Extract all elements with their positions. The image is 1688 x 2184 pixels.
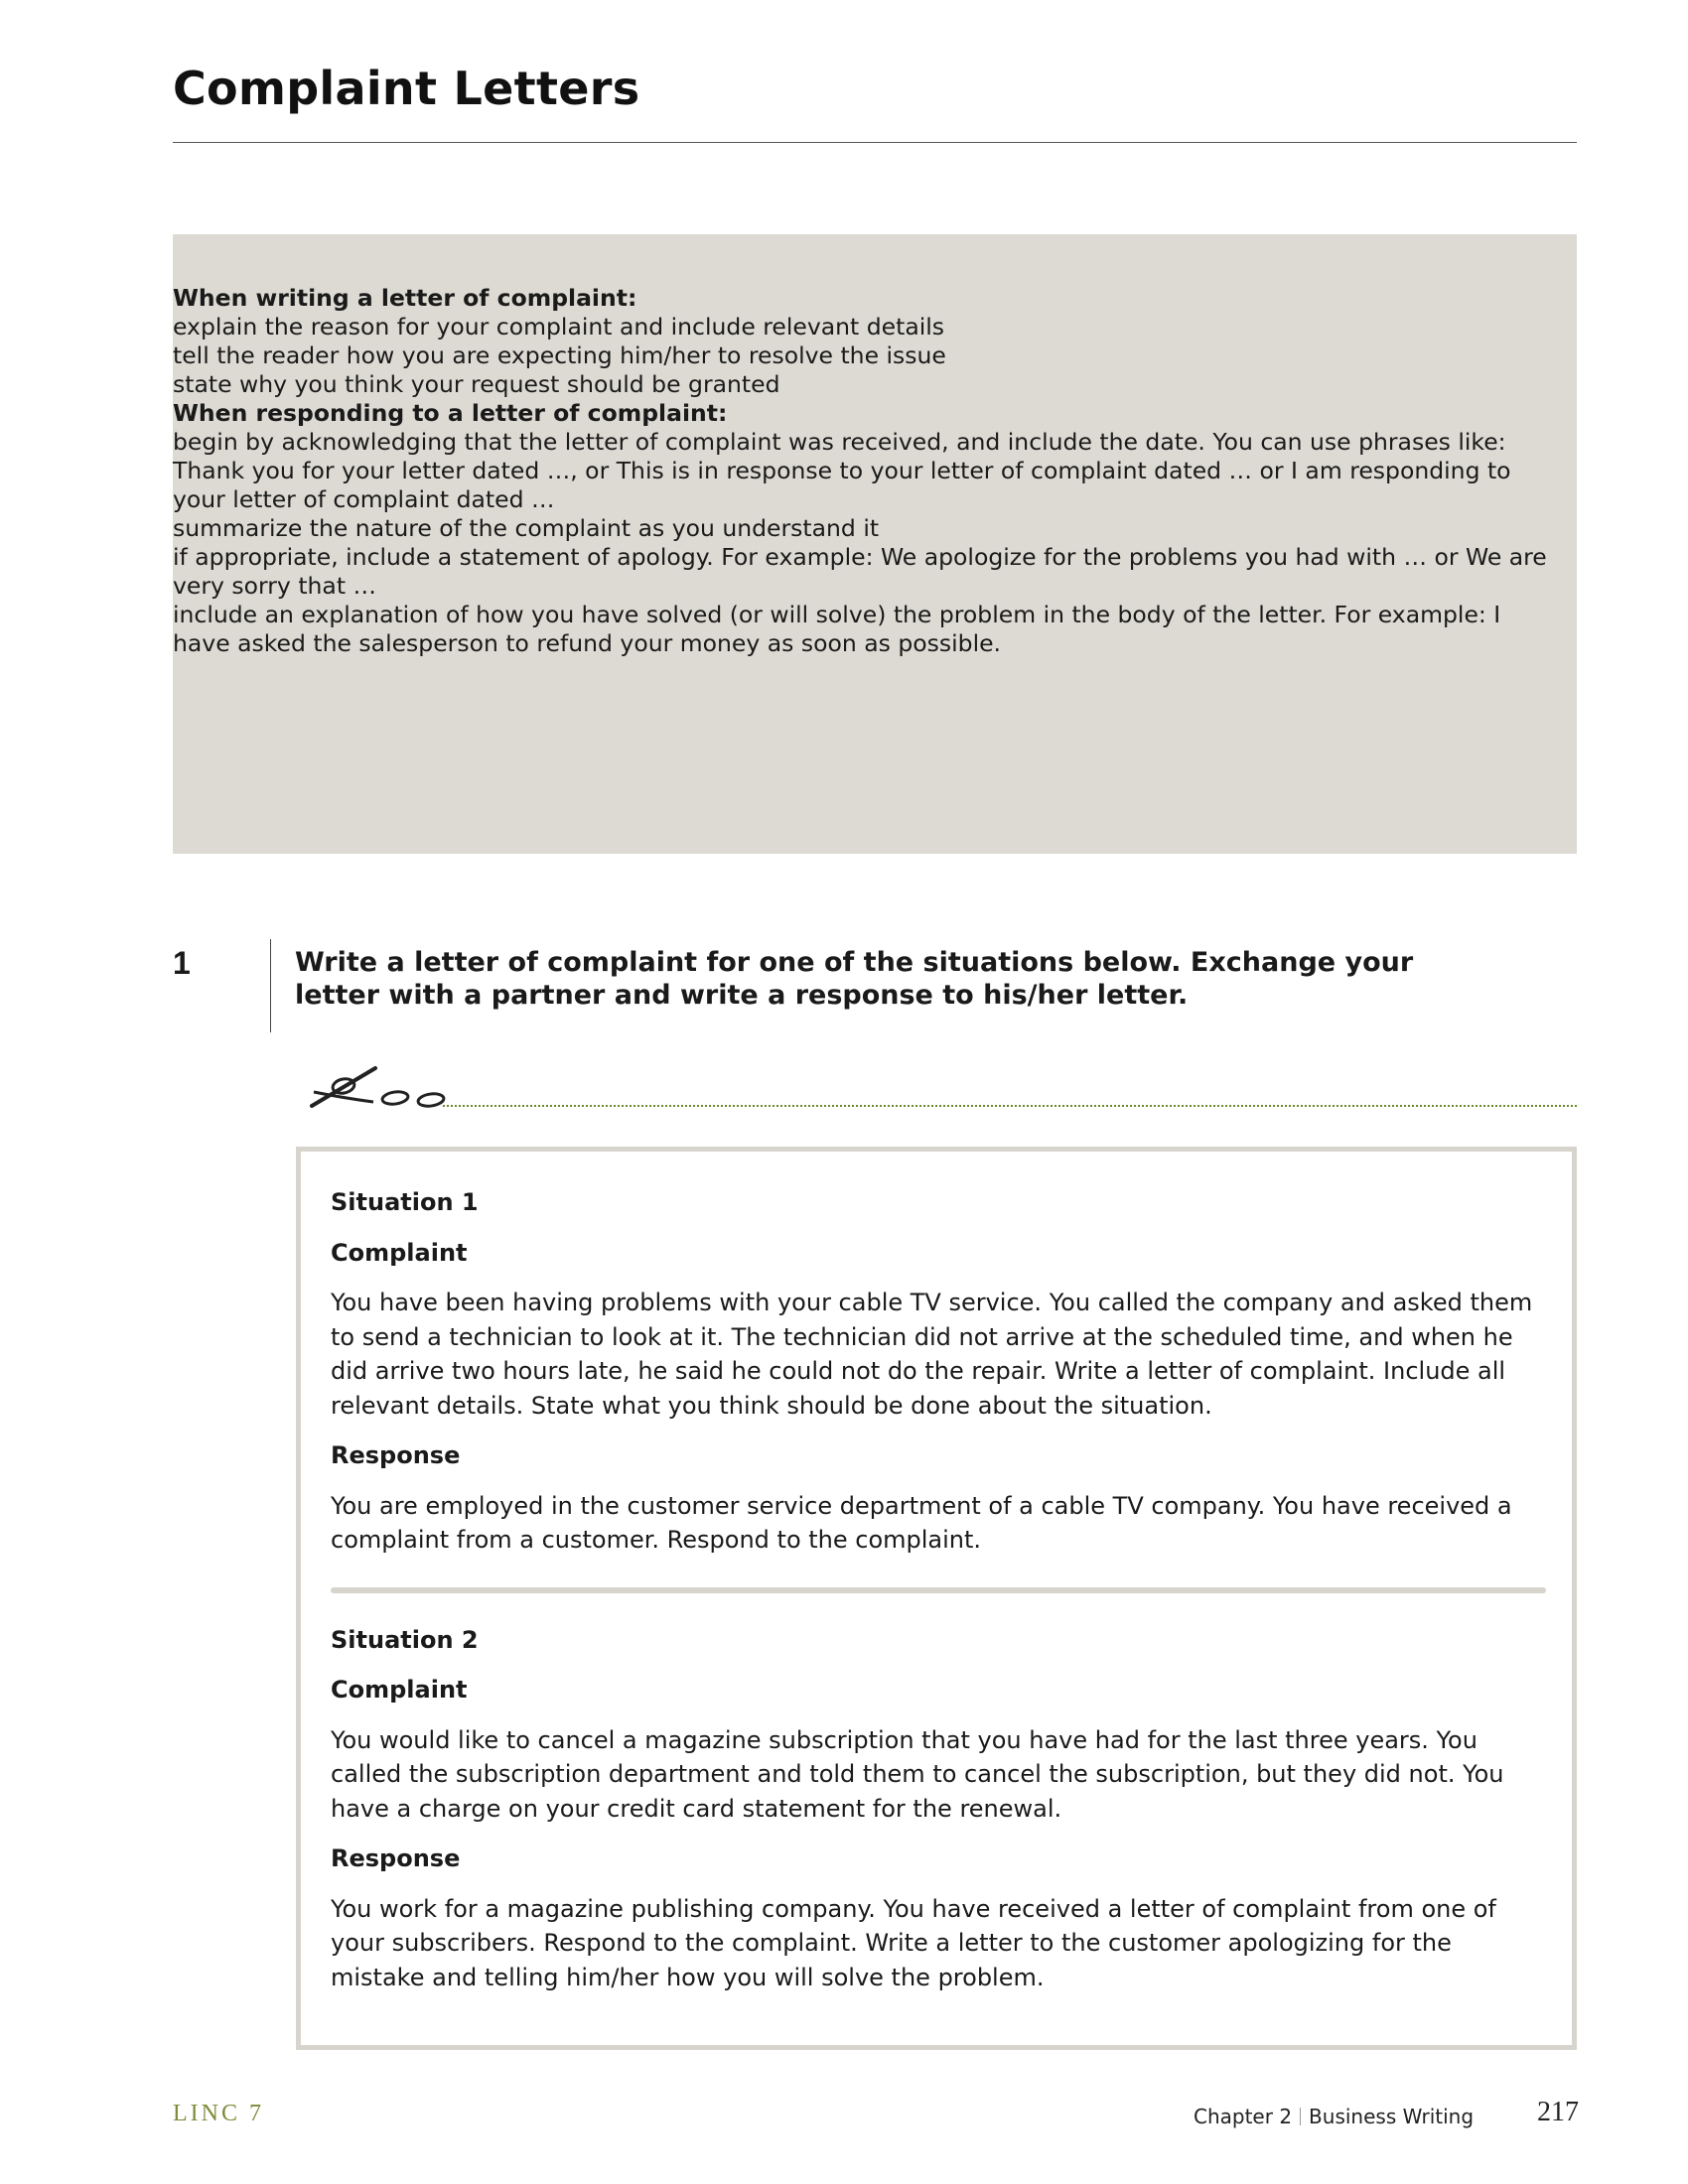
footer-chapter (1194, 2105, 1474, 2128)
writing-tip: explain the reason for your complaint and include relevant details (173, 313, 945, 341)
complaint-label: Complaint (331, 1238, 468, 1267)
response-text: You work for a magazine publishing company. You have received a letter of complaint from one of your subscribers. Respond to the complaint. Write a letter to the customer apologizing for the mistake and telling him/her how you will solve the problem. (331, 1894, 1496, 1991)
situation-2 (331, 1623, 1542, 1995)
situation-1 (331, 1185, 1542, 1558)
complaint-text: You have been having problems with your cable TV service. You called the company and asked them to send a technician to look at it. The technician did not arrive at the scheduled time, and when he did arrive two hours late, he said he could not do the repair. Write a letter of complaint. Include all relevant details. State what you think should be done about the situation. (331, 1289, 1533, 1420)
footer-course: LINC 7 (173, 2101, 264, 2126)
responding-tip: include an explanation of how you have solved (or will solve) the problem in the body of the letter. For example: I have asked the salesperson to refund your money as soon as possible. (173, 601, 1501, 657)
footer-separator (1300, 2108, 1301, 2125)
situations-box (296, 1147, 1577, 2050)
cut-line (443, 1105, 1577, 1107)
response-label: Response (331, 1441, 461, 1469)
title-divider (173, 142, 1577, 143)
complaint-text: You would like to cancel a magazine subscription that you have had for the last three years. You called the subscription department and told them to cancel the subscription, but they did not. You have a charge on your credit card statement for the renewal. (331, 1725, 1504, 1823)
responding-tip: if appropriate, include a statement of apology. For example: We apologize for the problems you had with … or We are very sorry that … (173, 543, 1547, 600)
situation-divider (331, 1587, 1546, 1593)
responding-tip: summarize the nature of the complaint as you understand it (173, 514, 880, 542)
chapter-label: Chapter 2 (1194, 2105, 1293, 2128)
responding-tip: begin by acknowledging that the letter of complaint was received, and include the date. You can use phrases like: Thank you for your letter dated …, or This is in response to your letter of complaint dated … or I am responding to your letter of complaint dated … (173, 428, 1511, 513)
responding-tips-heading: When responding to a letter of complaint: (173, 399, 728, 427)
section-label: Business Writing (1309, 2105, 1475, 2128)
scissors-icon (304, 1062, 451, 1110)
writing-tip: tell the reader how you are expecting him/her to resolve the issue (173, 341, 946, 369)
response-text: You are employed in the customer service department of a cable TV company. You have received a complaint from a customer. Respond to the complaint. (331, 1491, 1512, 1554)
complaint-label: Complaint (331, 1676, 468, 1704)
situation-title: Situation 1 (331, 1188, 479, 1216)
situation-title: Situation 2 (331, 1625, 479, 1654)
page-number: 217 (1537, 2097, 1579, 2127)
response-label: Response (331, 1844, 461, 1872)
page-title: Complaint Letters (173, 62, 640, 115)
exercise-number: 1 (173, 945, 191, 981)
exercise-instruction: Write a letter of complaint for one of the situations below. Exchange your letter with a partner and write a response to his/her letter. (295, 947, 1414, 1011)
writing-tips-heading: When writing a letter of complaint: (173, 284, 637, 312)
tips-box (173, 234, 1577, 854)
exercise-divider (270, 939, 271, 1032)
writing-tip: state why you think your request should be granted (173, 370, 780, 398)
